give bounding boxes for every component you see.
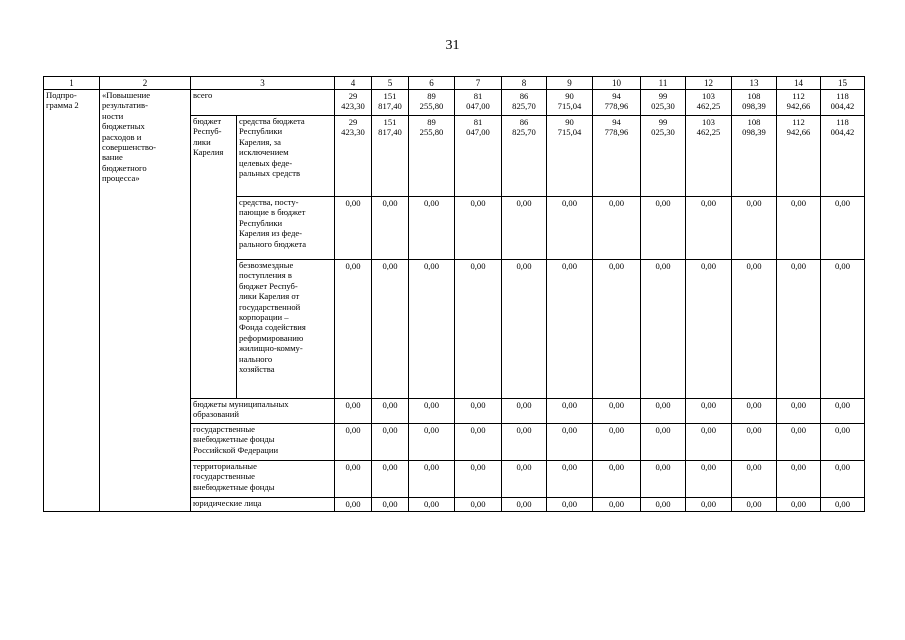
value-cell: 0,00: [732, 498, 777, 512]
value-cell: 99 025,30: [641, 116, 686, 197]
value-cell: 0,00: [502, 461, 547, 498]
value-cell: 0,00: [777, 424, 821, 461]
program-name-cell: «Повышение результатив- ности бюджетных расходов и совершенство- вание бюджетного процесса»: [100, 90, 191, 512]
value-cell: 0,00: [686, 461, 732, 498]
value-cell: 0,00: [335, 424, 372, 461]
value-cell: 0,00: [372, 424, 409, 461]
value-cell: 0,00: [335, 197, 372, 260]
value-cell: 0,00: [641, 399, 686, 424]
value-cell: 108 098,39: [732, 90, 777, 116]
value-cell: 0,00: [686, 498, 732, 512]
value-cell: 0,00: [641, 461, 686, 498]
value-cell: 0,00: [372, 260, 409, 399]
value-cell: 0,00: [641, 424, 686, 461]
value-cell: 0,00: [593, 260, 641, 399]
budget-table: [43, 76, 865, 512]
row-label: средства, посту- пающие в бюджет Республики Карелия из феде- рального бюджета: [237, 197, 335, 260]
value-cell: 0,00: [409, 260, 455, 399]
value-cell: 0,00: [821, 197, 865, 260]
value-cell: 0,00: [777, 399, 821, 424]
value-cell: 108 098,39: [732, 116, 777, 197]
subprogram-cell: Подпро- грамма 2: [44, 90, 100, 512]
value-cell: 0,00: [777, 498, 821, 512]
value-cell: 0,00: [335, 260, 372, 399]
header-cell: 11: [641, 77, 686, 90]
value-cell: 0,00: [641, 197, 686, 260]
header-cell: 13: [732, 77, 777, 90]
value-cell: 0,00: [455, 399, 502, 424]
value-cell: 0,00: [409, 197, 455, 260]
value-cell: 112 942,66: [777, 90, 821, 116]
value-cell: 0,00: [641, 260, 686, 399]
value-cell: 118 004,42: [821, 90, 865, 116]
value-cell: 0,00: [502, 399, 547, 424]
value-cell: 0,00: [686, 399, 732, 424]
value-cell: 0,00: [502, 424, 547, 461]
value-cell: 0,00: [686, 260, 732, 399]
header-cell: 10: [593, 77, 641, 90]
value-cell: 0,00: [409, 498, 455, 512]
value-cell: 0,00: [821, 498, 865, 512]
value-cell: 99 025,30: [641, 90, 686, 116]
value-cell: 103 462,25: [686, 116, 732, 197]
value-cell: 0,00: [821, 260, 865, 399]
header-cell: 4: [335, 77, 372, 90]
value-cell: 0,00: [732, 424, 777, 461]
value-cell: 0,00: [593, 197, 641, 260]
group-label-cell: бюджет Респуб- лики Карелия: [191, 116, 237, 399]
value-cell: 0,00: [372, 197, 409, 260]
header-cell: 12: [686, 77, 732, 90]
value-cell: 0,00: [821, 461, 865, 498]
value-cell: 0,00: [502, 197, 547, 260]
header-cell: 3: [191, 77, 335, 90]
header-cell: 5: [372, 77, 409, 90]
value-cell: 0,00: [593, 399, 641, 424]
header-cell: 15: [821, 77, 865, 90]
value-cell: 0,00: [547, 424, 593, 461]
header-cell: 9: [547, 77, 593, 90]
row-label: бюджеты муниципальных образований: [191, 399, 335, 424]
header-cell: 2: [100, 77, 191, 90]
value-cell: 90 715,04: [547, 90, 593, 116]
value-cell: 0,00: [732, 260, 777, 399]
page-number: 31: [445, 38, 460, 53]
value-cell: 90 715,04: [547, 116, 593, 197]
value-cell: 0,00: [547, 498, 593, 512]
value-cell: 0,00: [686, 197, 732, 260]
value-cell: 0,00: [547, 461, 593, 498]
value-cell: 0,00: [641, 498, 686, 512]
value-cell: 0,00: [732, 461, 777, 498]
value-cell: 0,00: [593, 498, 641, 512]
value-cell: 0,00: [335, 498, 372, 512]
value-cell: 0,00: [821, 399, 865, 424]
value-cell: 118 004,42: [821, 116, 865, 197]
value-cell: 94 778,96: [593, 116, 641, 197]
value-cell: 0,00: [547, 197, 593, 260]
value-cell: 81 047,00: [455, 90, 502, 116]
value-cell: 0,00: [777, 260, 821, 399]
value-cell: 89 255,80: [409, 90, 455, 116]
header-cell: 14: [777, 77, 821, 90]
value-cell: 0,00: [372, 399, 409, 424]
row-label: безвозмездные поступления в бюджет Респуб- лики Карелия от государственной корпорации – Фонда содействия реформированию жилищно-комму- нального хозяйства: [237, 260, 335, 399]
value-cell: 29 423,30: [335, 90, 372, 116]
value-cell: 0,00: [455, 461, 502, 498]
value-cell: 81 047,00: [455, 116, 502, 197]
value-cell: 103 462,25: [686, 90, 732, 116]
value-cell: 86 825,70: [502, 116, 547, 197]
row-label: государственные внебюджетные фонды Российской Федерации: [191, 424, 335, 461]
value-cell: 0,00: [455, 498, 502, 512]
value-cell: 0,00: [502, 260, 547, 399]
value-cell: 0,00: [502, 498, 547, 512]
table-row: [44, 90, 865, 116]
value-cell: 0,00: [455, 424, 502, 461]
header-row: [44, 77, 865, 90]
value-cell: 89 255,80: [409, 116, 455, 197]
row-label: юридические лица: [191, 498, 335, 512]
value-cell: 151 817,40: [372, 116, 409, 197]
header-cell: 6: [409, 77, 455, 90]
value-cell: 0,00: [455, 197, 502, 260]
value-cell: 112 942,66: [777, 116, 821, 197]
value-cell: 0,00: [777, 461, 821, 498]
value-cell: 94 778,96: [593, 90, 641, 116]
row-label: средства бюджета Республики Карелия, за исключением целевых феде- ральных средств: [237, 116, 335, 197]
value-cell: 0,00: [335, 399, 372, 424]
value-cell: 0,00: [335, 461, 372, 498]
value-cell: 0,00: [547, 399, 593, 424]
header-cell: 7: [455, 77, 502, 90]
header-cell: 8: [502, 77, 547, 90]
value-cell: 29 423,30: [335, 116, 372, 197]
row-label: всего: [191, 90, 335, 116]
value-cell: 0,00: [409, 461, 455, 498]
value-cell: 0,00: [732, 197, 777, 260]
value-cell: 0,00: [686, 424, 732, 461]
value-cell: 0,00: [409, 399, 455, 424]
value-cell: 0,00: [409, 424, 455, 461]
value-cell: 0,00: [455, 260, 502, 399]
value-cell: 0,00: [593, 461, 641, 498]
header-cell: 1: [44, 77, 100, 90]
value-cell: 86 825,70: [502, 90, 547, 116]
value-cell: 0,00: [372, 461, 409, 498]
row-label: территориальные государственные внебюджетные фонды: [191, 461, 335, 498]
value-cell: 0,00: [732, 399, 777, 424]
value-cell: 0,00: [777, 197, 821, 260]
value-cell: 151 817,40: [372, 90, 409, 116]
value-cell: 0,00: [372, 498, 409, 512]
value-cell: 0,00: [547, 260, 593, 399]
value-cell: 0,00: [593, 424, 641, 461]
value-cell: 0,00: [821, 424, 865, 461]
